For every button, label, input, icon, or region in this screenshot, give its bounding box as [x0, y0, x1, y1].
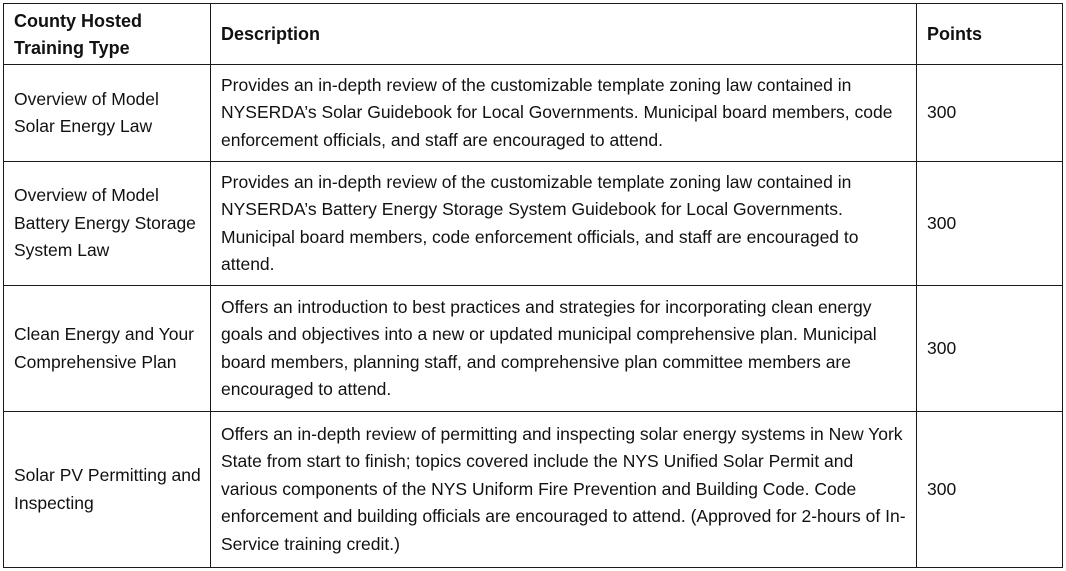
table-header-row: [4, 4, 1063, 65]
training-type-cell: Clean Energy and Your Comprehensive Plan: [4, 286, 211, 412]
points-cell: 300: [917, 286, 1063, 412]
training-type-cell: Overview of Model Battery Energy Storage System Law: [4, 162, 211, 286]
description-cell: Provides an in-depth review of the customizable template zoning law contained in NYSERDA’s Battery Energy Storage System Guidebook for Local Governments. Municipal board members, code enforcement officials, and staff are encouraged to attend.: [211, 162, 917, 286]
header-training-type: County Hosted Training Type: [4, 4, 211, 65]
training-type-cell: Overview of Model Solar Energy Law: [4, 65, 211, 162]
header-description: Description: [211, 4, 917, 65]
description-cell: Offers an introduction to best practices and strategies for incorporating clean energy goals and objectives into a new or updated municipal comprehensive plan. Municipal board members, planning staff, and comprehensive plan committee members are encouraged to attend.: [211, 286, 917, 412]
points-cell: 300: [917, 65, 1063, 162]
table-row: [4, 162, 1063, 286]
table-row: [4, 65, 1063, 162]
training-type-cell: Solar PV Permitting and Inspecting: [4, 412, 211, 568]
description-cell: Offers an in-depth review of permitting and inspecting solar energy systems in New York State from start to finish; topics covered include the NYS Unified Solar Permit and various components of the NYS Uniform Fire Prevention and Building Code. Code enforcement and building officials are encouraged to attend. (Approved for 2-hours of In-Service training credit.): [211, 412, 917, 568]
table-row: [4, 286, 1063, 412]
header-points: Points: [917, 4, 1063, 65]
training-table: [3, 3, 1063, 568]
table-row: [4, 412, 1063, 568]
points-cell: 300: [917, 162, 1063, 286]
points-cell: 300: [917, 412, 1063, 568]
description-cell: Provides an in-depth review of the customizable template zoning law contained in NYSERDA’s Solar Guidebook for Local Governments. Municipal board members, code enforcement officials, and staff are encouraged to attend.: [211, 65, 917, 162]
